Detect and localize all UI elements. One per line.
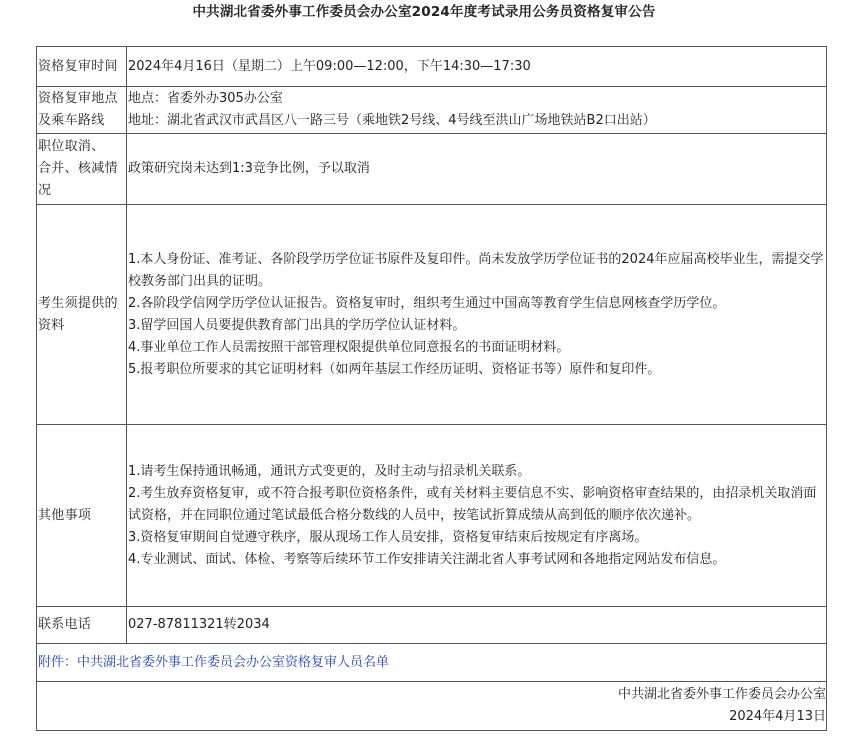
signature-org: 中共湖北省委外事工作委员会办公室 [617, 687, 826, 702]
materials-item: 2.各阶段学信网学历学位认证报告。资格复审时，组织考生通过中国高等教育学生信息网核查学历学位。 [128, 295, 726, 311]
materials-label [37, 205, 127, 425]
position-label-line: 况 [38, 183, 52, 198]
position-changes-value: 政策研究岗未达到1:3竞争比例，予以取消 [127, 134, 827, 205]
materials-value [127, 205, 827, 425]
phone-label: 联系电话 [37, 607, 127, 644]
materials-item: 3.留学回国人员要提供教育部门出具的学历学位认证材料。 [128, 317, 466, 333]
table-row-others [37, 425, 827, 607]
others-item: 2.考生放弃资格复审，或不符合报考职位资格条件，或有关材料主要信息不实、影响资格审查结果的，由招录机关取消面试资格，并在同职位通过笔试最低合格分数线的人员中，按笔试折算成绩从高到低的顺序依次递补。 [128, 485, 817, 523]
attachment-link[interactable]: 附件：中共湖北省委外事工作委员会办公室资格复审人员名单 [38, 654, 390, 670]
page-title: 中共湖北省委外事工作委员会办公室2024年度考试录用公务员资格复审公告 [192, 4, 656, 20]
materials-item: 1.本人身份证、准考证、各阶段学历学位证书原件及复印件。尚未发放学历学位证书的2024年应届高校毕业生，需提交学校教务部门出具的证明。 [128, 251, 824, 289]
attachment-cell [37, 644, 827, 682]
signature-date: 2024年4月13日 [729, 709, 826, 724]
table-row-location [37, 87, 827, 134]
location-place: 地点：省委外办305办公室 [128, 91, 283, 106]
exam-time-value: 2024年4月16日（星期二）上午09:00—12:00，下午14:30—17:30 [127, 47, 827, 87]
phone-value: 027-87811321转2034 [127, 607, 827, 644]
notice-table [36, 46, 827, 731]
location-label-line: 及乘车路线 [38, 113, 105, 128]
others-item: 1.请考生保持通讯畅通，通讯方式变更的，及时主动与招录机关联系。 [128, 463, 531, 479]
location-value [127, 87, 827, 134]
location-label [37, 87, 127, 134]
materials-label-line: 考生须提供的 [38, 295, 118, 311]
others-item: 3.资格复审期间自觉遵守秩序，服从现场工作人员安排，资格复审结束后按规定有序离场。 [128, 529, 648, 545]
location-label-line: 资格复审地点 [38, 91, 118, 106]
position-changes-label [37, 134, 127, 205]
table-row-attachment [37, 644, 827, 682]
table-row-materials [37, 205, 827, 425]
table-row-signature [37, 682, 827, 731]
table-row-exam-time [37, 47, 827, 87]
others-value [127, 425, 827, 607]
exam-time-label: 资格复审时间 [37, 47, 127, 87]
position-label-line: 职位取消、 [38, 139, 105, 154]
table-row-position-changes [37, 134, 827, 205]
materials-item: 4.事业单位工作人员需按照干部管理权限提供单位同意报名的书面证明材料。 [128, 339, 570, 355]
location-address: 地址：湖北省武汉市武昌区八一路三号（乘地铁2号线、4号线至洪山广场地铁站B2口出站） [128, 113, 656, 128]
table-row-phone [37, 607, 827, 644]
materials-label-line: 资料 [38, 317, 65, 333]
materials-item: 5.报考职位所要求的其它证明材料（如两年基层工作经历证明、资格证书等）原件和复印件。 [128, 361, 661, 377]
position-label-line: 合并、核减情 [38, 161, 118, 176]
others-label: 其他事项 [37, 425, 127, 607]
signature-cell [37, 682, 827, 731]
others-item: 4.专业测试、面试、体检、考察等后续环节工作安排请关注湖北省人事考试网和各地指定网站发布信息。 [128, 551, 726, 567]
